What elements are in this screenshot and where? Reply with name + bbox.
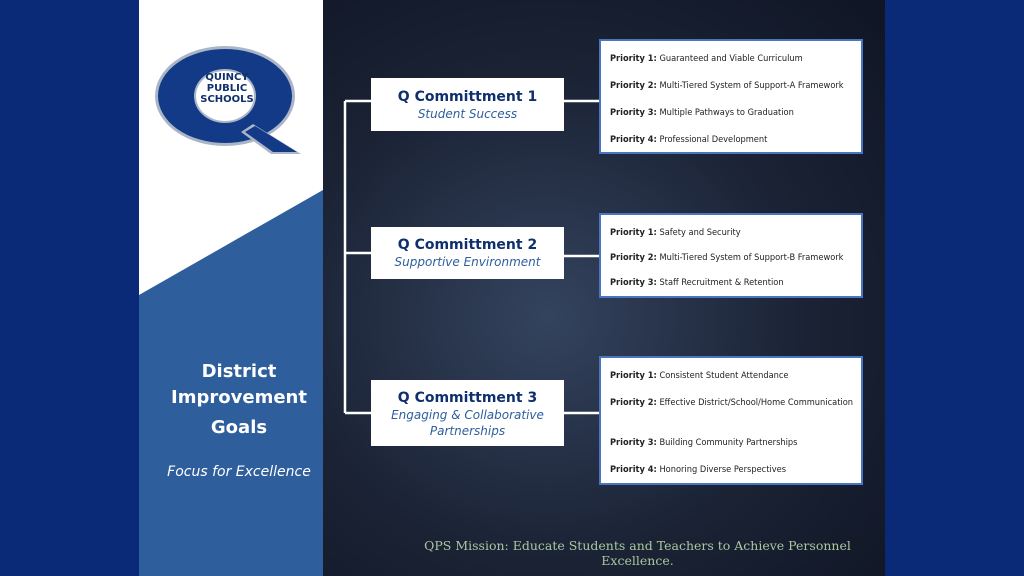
commitment-title: Q Committment 2 xyxy=(397,237,538,253)
logo-text: QUINCY PUBLIC SCHOOLS xyxy=(200,72,254,105)
commitment-3-priorities xyxy=(599,356,863,485)
slide xyxy=(139,0,885,576)
priority-item: Priority 4: Honoring Diverse Perspectives xyxy=(610,464,787,475)
commitment-3-box xyxy=(371,380,564,446)
priority-item: Priority 2: Effective District/School/Home Communication xyxy=(610,397,854,408)
commitment-1-priorities xyxy=(599,39,863,154)
priority-item: Priority 1: Consistent Student Attendance xyxy=(610,370,789,381)
priority-item: Priority 3: Multiple Pathways to Graduation xyxy=(610,107,794,118)
commitment-subtitle: Student Success xyxy=(417,107,518,121)
page-subtitle: Focus for Excellence xyxy=(167,464,311,480)
commitment-2-priorities xyxy=(599,213,863,298)
commitment-1-box xyxy=(371,78,564,131)
commitment-subtitle: Supportive Environment xyxy=(394,255,541,269)
priority-item: Priority 3: Building Community Partnerships xyxy=(610,437,798,448)
commitment-subtitle: Engaging & Collaborative xyxy=(391,408,544,422)
commitment-subtitle: Partnerships xyxy=(429,424,506,438)
priority-item: Priority 4: Professional Development xyxy=(610,134,768,145)
priority-item: Priority 3: Staff Recruitment & Retention xyxy=(610,277,784,288)
priority-item: Priority 1: Guaranteed and Viable Curriculum xyxy=(610,53,803,64)
commitment-title: Q Committment 1 xyxy=(397,89,538,105)
priority-item: Priority 1: Safety and Security xyxy=(610,227,741,238)
mission-statement: QPS Mission: Educate Students and Teachers to Achieve Personnel Excellence. xyxy=(424,538,851,568)
commitment-2-box xyxy=(371,227,564,279)
commitment-title: Q Committment 3 xyxy=(397,390,538,406)
page-title: District Improvement Goals xyxy=(171,361,307,438)
priority-item: Priority 2: Multi-Tiered System of Support-B Framework xyxy=(610,252,844,263)
priority-item: Priority 2: Multi-Tiered System of Support-A Framework xyxy=(610,80,844,91)
